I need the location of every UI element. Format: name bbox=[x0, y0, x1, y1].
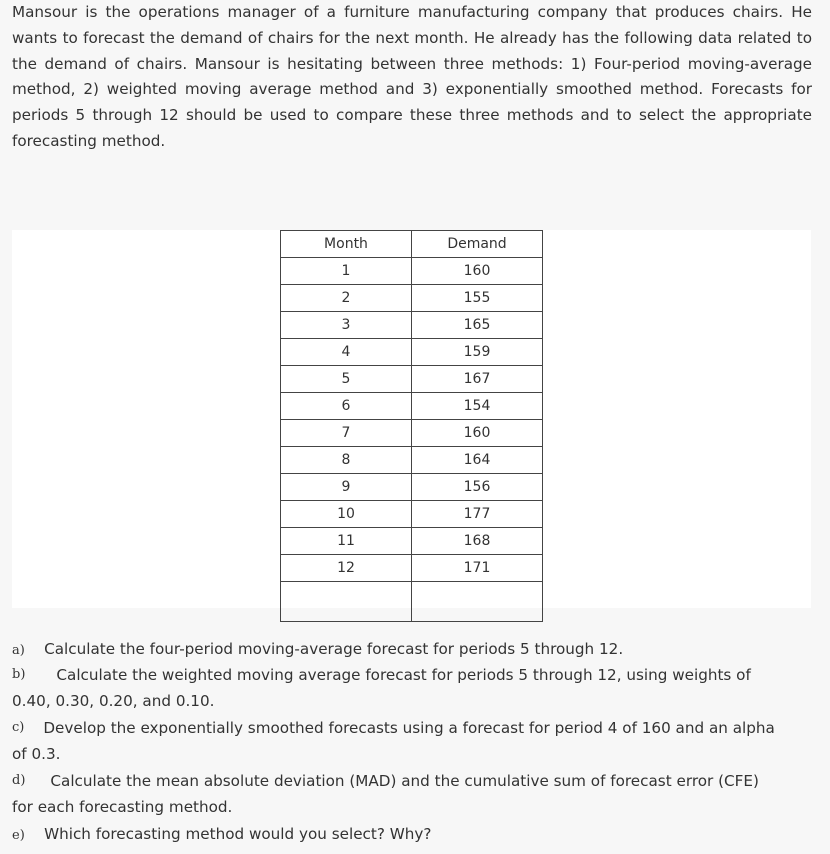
table-row bbox=[281, 555, 543, 582]
table-row bbox=[281, 366, 543, 393]
table-header-row bbox=[281, 231, 543, 258]
question-e-text: Which forecasting method would you select? Why? bbox=[44, 825, 432, 843]
demand-cell: 167 bbox=[412, 366, 543, 393]
month-cell: 11 bbox=[281, 528, 412, 555]
table-row bbox=[281, 420, 543, 447]
table-row bbox=[281, 447, 543, 474]
demand-cell: 159 bbox=[412, 339, 543, 366]
question-a-label: a) bbox=[12, 643, 25, 658]
demand-cell: 160 bbox=[412, 258, 543, 285]
header-month: Month bbox=[281, 231, 412, 258]
question-a bbox=[12, 636, 812, 664]
question-b-line2: 0.40, 0.30, 0.20, and 0.10. bbox=[12, 692, 215, 710]
demand-table bbox=[280, 230, 543, 622]
demand-cell: 156 bbox=[412, 474, 543, 501]
table-row bbox=[281, 312, 543, 339]
header-demand: Demand bbox=[412, 231, 543, 258]
demand-cell: 154 bbox=[412, 393, 543, 420]
month-cell: 6 bbox=[281, 393, 412, 420]
month-cell: 10 bbox=[281, 501, 412, 528]
demand-table-panel bbox=[12, 230, 811, 608]
demand-cell: 155 bbox=[412, 285, 543, 312]
month-cell: 3 bbox=[281, 312, 412, 339]
month-cell: 7 bbox=[281, 420, 412, 447]
question-b bbox=[12, 662, 812, 714]
question-d bbox=[12, 768, 812, 820]
month-cell: 2 bbox=[281, 285, 412, 312]
table-row bbox=[281, 528, 543, 555]
table-row bbox=[281, 339, 543, 366]
empty-cell bbox=[281, 582, 412, 622]
question-d-line1: Calculate the mean absolute deviation (MAD) and the cumulative sum of forecast error (CFE) bbox=[50, 772, 759, 790]
question-c bbox=[12, 715, 812, 767]
problem-intro: Mansour is the operations manager of a furniture manufacturing company that produces chairs. He wants to forecast the demand of chairs for the next month. He already has the following data related to the demand of chairs. Mansour is hesitating between three methods: 1) Four-period moving-average method, 2) weighted moving average method and 3) exponentially smoothed method. Forecasts for periods 5 through 12 should be used to compare these three methods and to select the appropriate forecasting method. bbox=[12, 3, 812, 150]
empty-table-row bbox=[281, 582, 543, 622]
question-b-label: b) bbox=[12, 667, 26, 682]
table-row bbox=[281, 474, 543, 501]
question-c-line2: of 0.3. bbox=[12, 745, 61, 763]
empty-cell bbox=[412, 582, 543, 622]
month-cell: 4 bbox=[281, 339, 412, 366]
month-cell: 12 bbox=[281, 555, 412, 582]
table-row bbox=[281, 285, 543, 312]
demand-cell: 171 bbox=[412, 555, 543, 582]
demand-cell: 164 bbox=[412, 447, 543, 474]
question-e-label: e) bbox=[12, 828, 25, 843]
month-cell: 5 bbox=[281, 366, 412, 393]
question-a-text: Calculate the four-period moving-average forecast for periods 5 through 12. bbox=[44, 640, 624, 658]
question-b-line1: Calculate the weighted moving average forecast for periods 5 through 12, using weights of bbox=[56, 666, 751, 684]
question-d-label: d) bbox=[12, 773, 26, 788]
question-d-line2: for each forecasting method. bbox=[12, 798, 233, 816]
table-row bbox=[281, 258, 543, 285]
demand-cell: 160 bbox=[412, 420, 543, 447]
question-c-label: c) bbox=[12, 720, 25, 735]
question-c-line1: Develop the exponentially smoothed forecasts using a forecast for period 4 of 160 and an alpha bbox=[43, 719, 775, 737]
demand-cell: 168 bbox=[412, 528, 543, 555]
month-cell: 1 bbox=[281, 258, 412, 285]
question-e bbox=[12, 821, 812, 849]
month-cell: 9 bbox=[281, 474, 412, 501]
table-row bbox=[281, 501, 543, 528]
table-row bbox=[281, 393, 543, 420]
demand-cell: 177 bbox=[412, 501, 543, 528]
demand-cell: 165 bbox=[412, 312, 543, 339]
demand-table-body bbox=[281, 258, 543, 622]
month-cell: 8 bbox=[281, 447, 412, 474]
